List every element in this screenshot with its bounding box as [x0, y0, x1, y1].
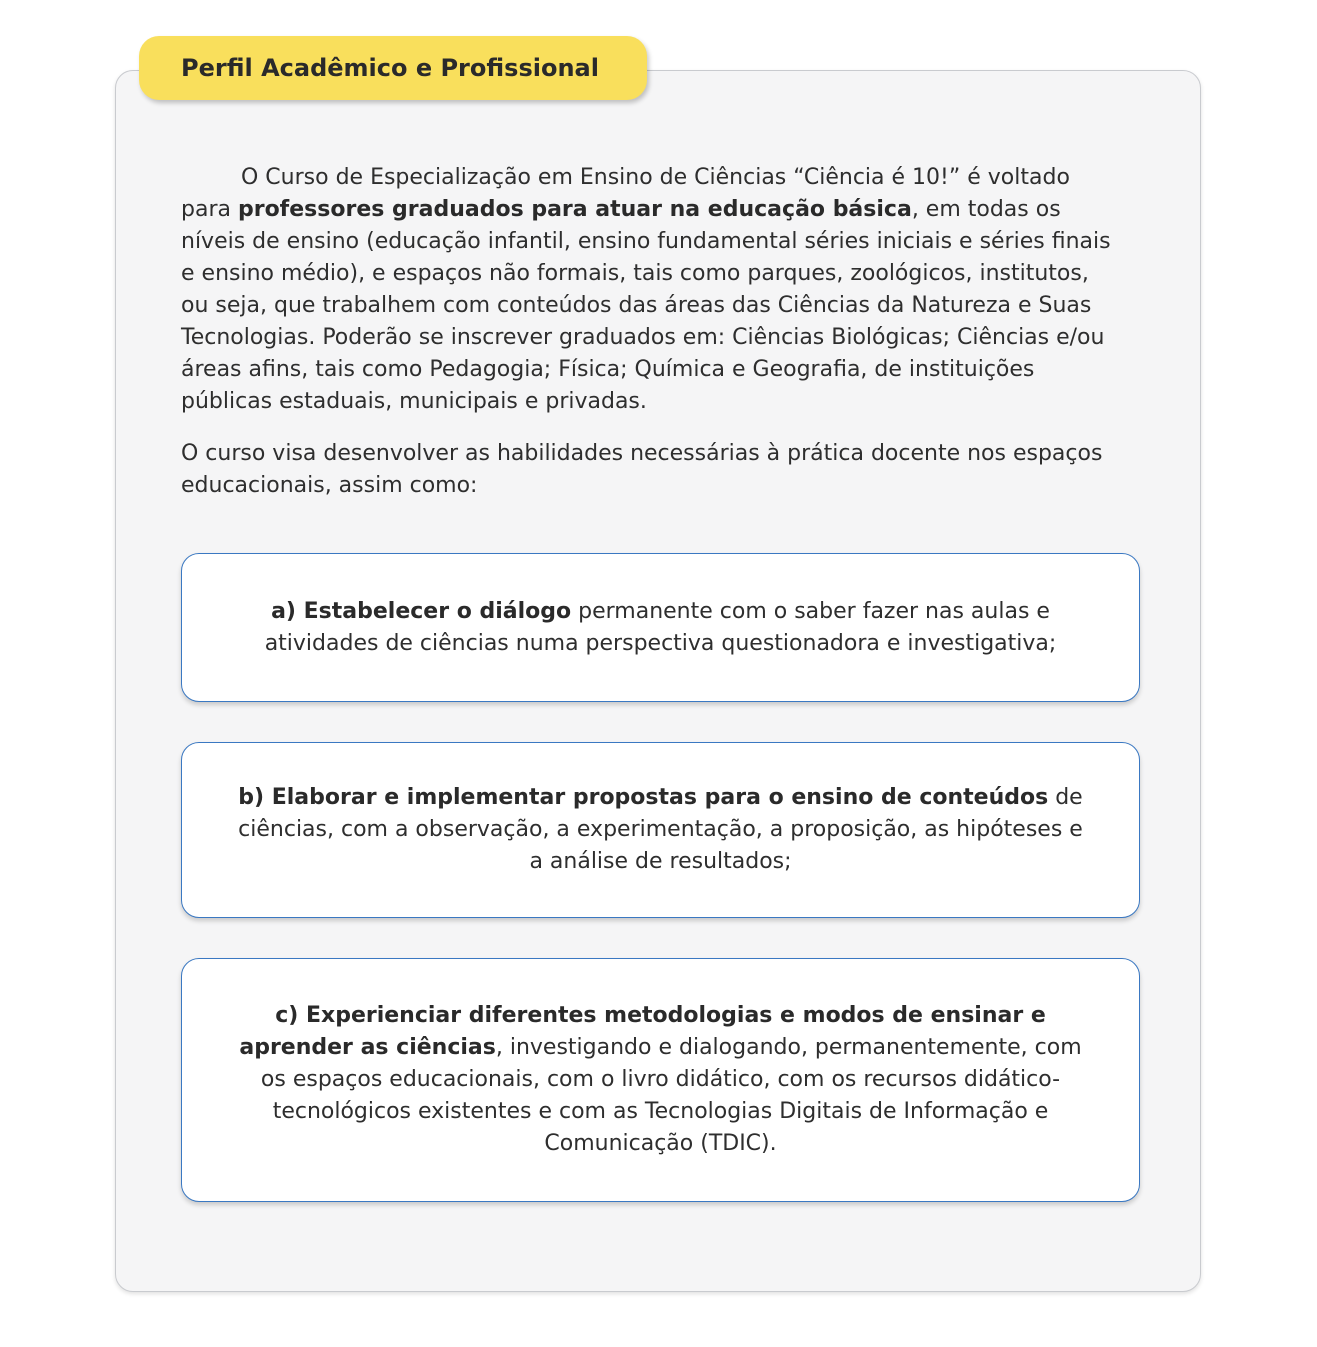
skill-item-a-title: a) Estabelecer o diálogo: [271, 598, 572, 624]
intro-p1-start: O Curso de Especialização em Ensino de Ciências “Ciência é 10!” é voltado para: [181, 165, 1070, 222]
skill-item-c-text: , investigando e dialogando, permanentemente, com os espaços educacionais, com o livro didático, com os recursos didático-tecnológicos existentes e com as Tecnologias Digitais de Informação e Comunicação (TDIC).: [260, 1035, 1082, 1156]
intro-paragraph-1: [181, 162, 1116, 418]
skill-item-c: [181, 958, 1140, 1202]
skill-item-a-text: permanente com o saber fazer nas aulas e atividades de ciências numa perspectiva questionadora e investigativa;: [264, 598, 1057, 656]
intro-p1-end: , em todas os níveis de ensino (educação infantil, ensino fundamental séries iniciais e séries finais e ensino médio), e espaços não formais, tais como parques, zoológicos, institutos, ou seja, que trabalhem com conteúdos das áreas das Ciências da Natureza e Suas Tecnologias. Poderão se inscrever graduados em: Ciências Biológicas; Ciências e/ou áreas afins, tais como Pedagogia; Física; Química e Geografia, de instituições públicas estaduais, municipais e privadas.: [181, 197, 1111, 414]
skill-item-b-text: de ciências, com a observação, a experimentação, a proposição, as hipóteses e a análise de resultados;: [238, 785, 1083, 874]
section-title: Perfil Acadêmico e Profissional: [181, 54, 599, 82]
section-title-tab: [139, 36, 647, 100]
skill-item-b-title: b) Elaborar e implementar propostas para o ensino de conteúdos: [238, 785, 1049, 810]
intro-paragraph-2: O curso visa desenvolver as habilidades necessárias à prática docente nos espaços educacionais, assim como:: [181, 441, 1103, 498]
intro-text: [181, 162, 1116, 502]
skill-item-a: [181, 553, 1140, 702]
intro-p1-highlight: professores graduados para atuar na educação básica: [237, 197, 912, 222]
skill-item-b: [181, 742, 1140, 918]
skill-item-c-title: c) Experienciar diferentes metodologias e modos de ensinar e aprender as ciências: [239, 1003, 1046, 1060]
